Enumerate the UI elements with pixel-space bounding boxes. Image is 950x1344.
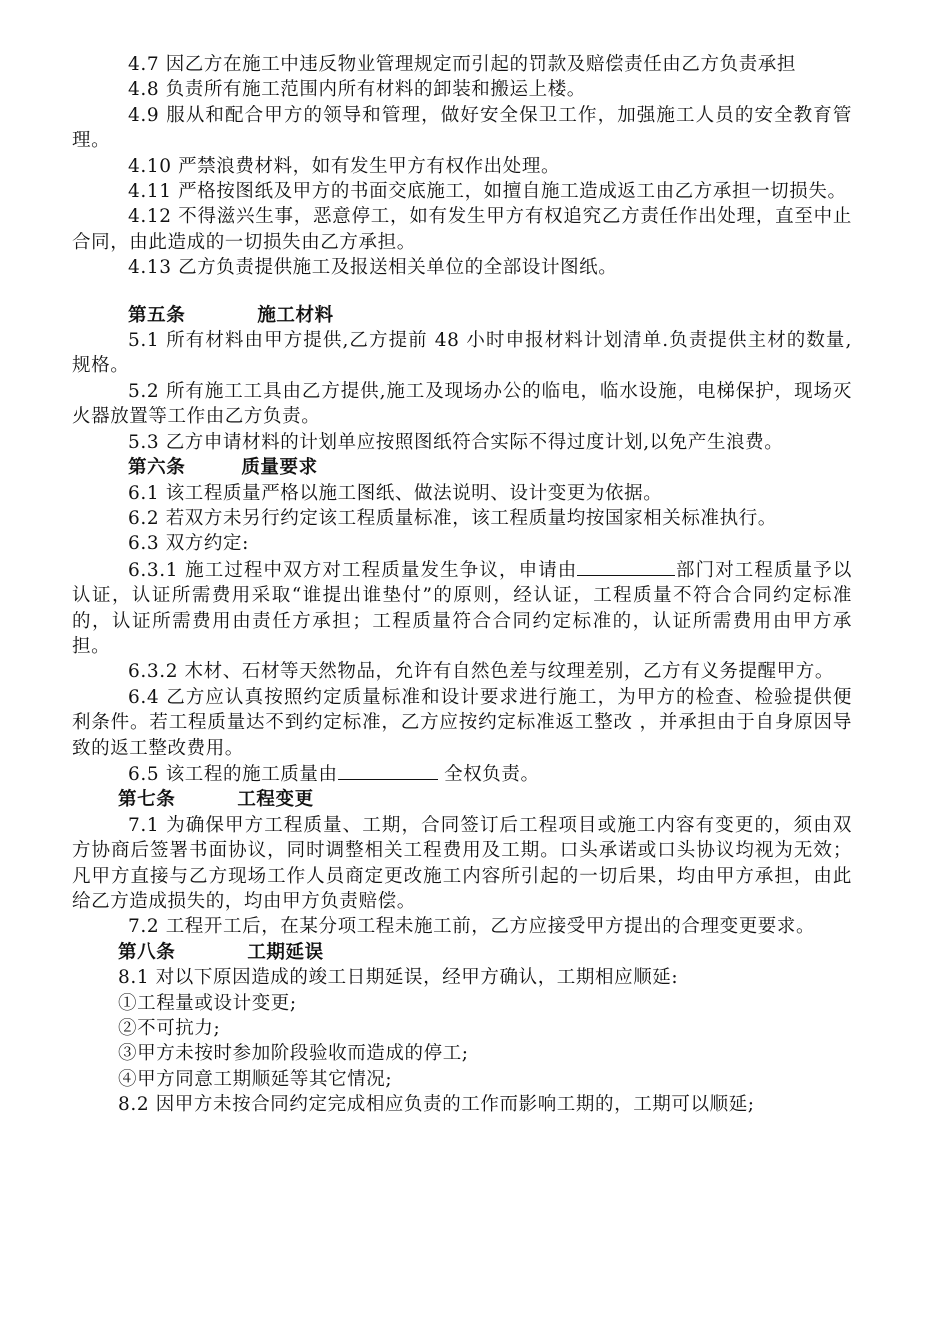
- article-7-heading: [72, 787, 852, 812]
- clause-4-9: 4.9 服从和配合甲方的领导和管理，做好安全保卫工作，加强施工人员的安全教育管理。: [72, 104, 852, 152]
- list-item: ③甲方未按时参加阶段验收而造成的停工;: [118, 1043, 469, 1065]
- article-number: 第八条: [118, 941, 176, 963]
- clause-text: 6.5 该工程的施工质量由: [128, 763, 338, 785]
- article-title: 质量要求: [241, 457, 318, 479]
- clause-8-1: 8.1 对以下原因造成的竣工日期延误，经甲方确认，工期相应顺延:: [118, 967, 679, 989]
- clause-text: 6.3.1 施工过程中双方对工程质量发生争议，申请由: [128, 559, 578, 581]
- article-number: 第七条: [118, 789, 176, 811]
- fill-in-blank[interactable]: [577, 557, 675, 576]
- article-number: 第五条: [128, 304, 186, 326]
- clause-6-2: 6.2 若双方未另行约定该工程质量标准，该工程质量均按国家相关标准执行。: [128, 507, 777, 529]
- fill-in-blank[interactable]: [338, 761, 438, 780]
- contract-page: [72, 52, 852, 1118]
- clause-text: 部门对工程质量予以认证，认证所需费用采取“谁提出谁垫付”的原则，经认证，工程质量不符合合同约定标准的，认证所需费用由责任方承担；工程质量符合合同约定标准的，认证所需费用由甲方承担。: [72, 559, 852, 657]
- clause-4-12: 4.12 不得滋兴生事，恶意停工，如有发生甲方有权追究乙方责任作出处理，直至中止合同，由此造成的一切损失由乙方承担。: [72, 206, 852, 253]
- article-6-heading: [72, 455, 852, 480]
- list-item: ②不可抗力;: [118, 1018, 221, 1040]
- article-title: 施工材料: [257, 304, 334, 326]
- article-8-heading: [72, 940, 852, 965]
- clause-text: 全权负责。: [437, 763, 540, 785]
- clause-8-2: 8.2 因甲方未按合同约定完成相应负责的工作而影响工期的，工期可以顺延;: [118, 1094, 755, 1116]
- section-gap: [72, 281, 852, 303]
- clause-6-3-1: [72, 557, 852, 660]
- article-title: 工程变更: [237, 789, 314, 811]
- clause-6-5: [72, 761, 852, 787]
- clause-4-11: 4.11 严格按图纸及甲方的书面交底施工，如擅自施工造成返工由乙方承担一切损失。: [128, 181, 847, 203]
- clause-5-1: 5.1 所有材料由甲方提供,乙方提前 48 小时申报材料计划清单.负责提供主材的数量,规格。: [72, 330, 852, 377]
- clause-5-3: 5.3 乙方申请材料的计划单应按照图纸符合实际不得过度计划,以免产生浪费。: [128, 431, 784, 453]
- article-title: 工期延误: [247, 941, 324, 963]
- list-item: ①工程量或设计变更;: [118, 992, 297, 1014]
- clause-5-2: 5.2 所有施工工具由乙方提供,施工及现场办公的临电，临水设施，电梯保护，现场灭火器放置等工作由乙方负责。: [72, 380, 852, 428]
- clause-6-3: 6.3 双方约定:: [128, 533, 249, 555]
- clause-6-1: 6.1 该工程质量严格以施工图纸、做法说明、设计变更为依据。: [128, 482, 663, 504]
- clause-7-1: 7.1 为确保甲方工程质量、工期，合同签订后工程项目或施工内容有变更的，须由双方协商后签署书面协议，同时调整相关工程费用及工期。口头承诺或口头协议均视为无效；凡甲方直接与乙方现场工作人员商定更改施工内容所引起的一切后果，均由甲方承担，由此给乙方造成损失的，均由甲方负责赔偿。: [72, 814, 852, 912]
- clause-6-3-2: 6.3.2 木材、石材等天然物品，允许有自然色差与纹理差别，乙方有义务提醒甲方。: [128, 661, 834, 683]
- list-item: ④甲方同意工期顺延等其它情况;: [118, 1068, 393, 1090]
- clause-7-2: 7.2 工程开工后，在某分项工程未施工前，乙方应接受甲方提出的合理变更要求。: [128, 916, 816, 938]
- clause-4-13: 4.13 乙方负责提供施工及报送相关单位的全部设计图纸。: [128, 257, 618, 279]
- article-5-heading: [72, 303, 852, 328]
- article-number: 第六条: [128, 457, 186, 479]
- clause-4-10: 4.10 严禁浪费材料，如有发生甲方有权作出处理。: [128, 155, 561, 177]
- clause-6-4: 6.4 乙方应认真按照约定质量标准和设计要求进行施工，为甲方的检查、检验提供便利条件。若工程质量达不到约定标准，乙方应按约定标准返工整改 ，并承担由于自身原因导致的返工整改费用。: [72, 686, 852, 759]
- clause-4-7: 4.7 因乙方在施工中违反物业管理规定而引起的罚款及赔偿责任由乙方负责承担: [128, 54, 797, 75]
- clause-4-8: 4.8 负责所有施工范围内所有材料的卸装和搬运上楼。: [128, 79, 586, 101]
